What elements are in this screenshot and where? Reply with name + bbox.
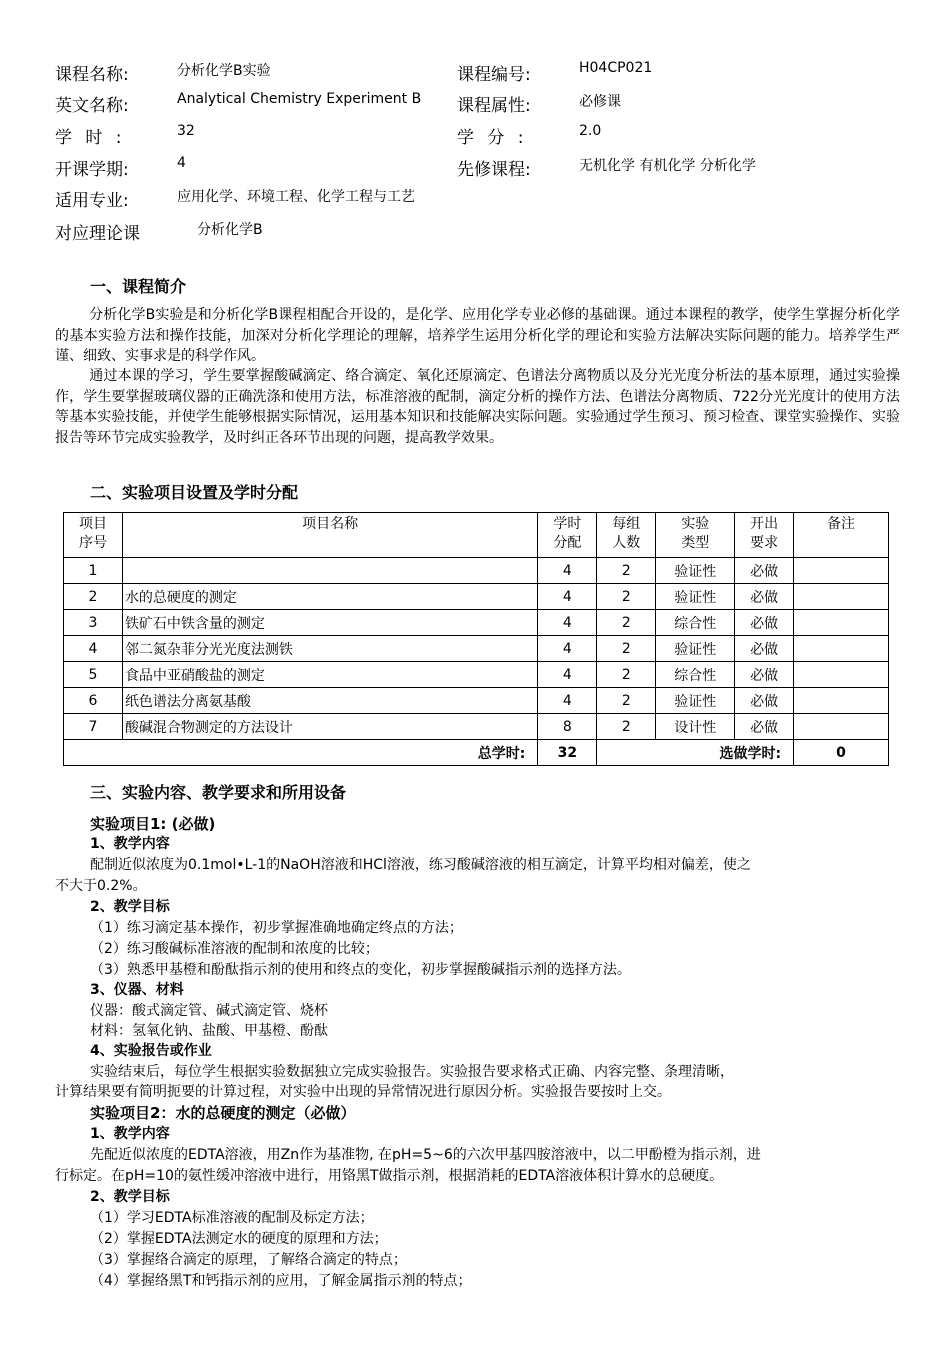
- row-remark: [794, 688, 889, 714]
- row-req: 必做: [735, 688, 794, 714]
- theory-label: 对应理论课: [55, 224, 140, 244]
- row-group: 2: [597, 688, 656, 714]
- header-type: 实验 类型: [656, 513, 735, 558]
- prereq-label: 先修课程:: [457, 160, 531, 180]
- row-hours: 4: [538, 610, 597, 636]
- table-row: [64, 662, 889, 688]
- row-name: 水的总硬度的测定: [122, 584, 537, 610]
- row-group: 2: [597, 714, 656, 740]
- table-header-row: [64, 513, 889, 558]
- row-req: 必做: [735, 584, 794, 610]
- row-no: 6: [64, 688, 123, 714]
- row-type: 设计性: [656, 714, 735, 740]
- credits-label: 学 分 :: [457, 128, 524, 148]
- exp1-report-line2: 计算结果要有简明扼要的计算过程，对实验中出现的异常情况进行原因分析。实验报告要按时上交。: [55, 1084, 671, 1100]
- row-no: 1: [64, 558, 123, 584]
- exp1-goal-1: （1）练习滴定基本操作，初步掌握准确地确定终点的方法；: [90, 920, 463, 936]
- exp1-instruments: 仪器：酸式滴定管、碱式滴定管、烧杯: [90, 1003, 328, 1019]
- row-no: 2: [64, 584, 123, 610]
- row-no: 4: [64, 636, 123, 662]
- prereq-value: 无机化学 有机化学 分析化学: [579, 158, 756, 174]
- exp1-goal-3: （3）熟悉甲基橙和酚酞指示剂的使用和终点的变化，初步掌握酸碱指示剂的选择方法。: [90, 962, 631, 978]
- row-hours: 4: [538, 558, 597, 584]
- row-req: 必做: [735, 558, 794, 584]
- row-type: 综合性: [656, 662, 735, 688]
- total-label: 总学时:: [64, 740, 538, 766]
- row-type: 综合性: [656, 610, 735, 636]
- course-name-label: 课程名称:: [55, 65, 129, 85]
- hours-label: 学 时 :: [55, 128, 122, 148]
- english-name-value: Analytical Chemistry Experiment B: [177, 91, 422, 107]
- row-group: 2: [597, 558, 656, 584]
- exp2-goal-2: （2）掌握EDTA法测定水的硬度的原理和方法；: [90, 1231, 388, 1247]
- row-name: 铁矿石中铁含量的测定: [122, 610, 537, 636]
- table-row: [64, 584, 889, 610]
- table-row: [64, 558, 889, 584]
- exp1-heading-goals: 2、教学目标: [90, 899, 170, 915]
- row-remark: [794, 558, 889, 584]
- header-group: 每组 人数: [597, 513, 656, 558]
- row-name: [122, 558, 537, 584]
- row-name: 酸碱混合物测定的方法设计: [122, 714, 537, 740]
- section1-paragraph-1: [55, 305, 900, 367]
- row-group: 2: [597, 610, 656, 636]
- row-no: 5: [64, 662, 123, 688]
- optional-value: 0: [794, 740, 889, 766]
- row-req: 必做: [735, 610, 794, 636]
- exp1-heading-instruments: 3、仪器、材料: [90, 982, 184, 998]
- row-type: 验证性: [656, 584, 735, 610]
- exp2-heading-goals: 2、教学目标: [90, 1189, 170, 1205]
- hours-value: 32: [177, 123, 195, 139]
- exp1-content-line2: 不大于0.2%。: [55, 878, 147, 894]
- section3-title: 三、实验内容、教学要求和所用设备: [90, 783, 347, 802]
- major-value: 应用化学、环境工程、化学工程与工艺: [177, 189, 415, 205]
- exp1-title: 实验项目1: (必做): [90, 815, 216, 833]
- section2-title: 二、实验项目设置及学时分配: [90, 483, 299, 502]
- row-name: 邻二氮杂菲分光光度法测铁: [122, 636, 537, 662]
- row-hours: 4: [538, 688, 597, 714]
- table-row: [64, 688, 889, 714]
- row-hours: 4: [538, 636, 597, 662]
- row-req: 必做: [735, 714, 794, 740]
- exp2-goal-3: （3）掌握络合滴定的原理，了解络合滴定的特点；: [90, 1252, 407, 1268]
- exp2-content-line1: 先配近似浓度的EDTA溶液，用Zn作为基准物, 在pH=5~6的六次甲基四胺溶液中，以二甲酚橙为指示剂，进: [90, 1147, 761, 1163]
- row-remark: [794, 610, 889, 636]
- header-req: 开出 要求: [735, 513, 794, 558]
- course-name-value: 分析化学B实验: [177, 63, 271, 79]
- exp1-content-line1: 配制近似浓度为0.1mol•L-1的NaOH溶液和HCl溶液，练习酸碱溶液的相互滴定，计算平均相对偏差，使之: [90, 857, 751, 873]
- exp2-content-line2: 行标定。在pH=10的氨性缓冲溶液中进行，用铬黑T做指示剂，根据消耗的EDTA溶液体积计算水的总硬度。: [55, 1168, 724, 1184]
- exp1-report-line1: 实验结束后，每位学生根据实验数据独立完成实验报告。实验报告要求格式正确、内容完整、条理清晰，: [90, 1064, 734, 1080]
- exp2-title: 实验项目2：水的总硬度的测定（必做）: [90, 1104, 356, 1122]
- row-type: 验证性: [656, 688, 735, 714]
- exp1-goal-2: （2）练习酸碱标准溶液的配制和浓度的比较；: [90, 941, 379, 957]
- header-name: 项目名称: [122, 513, 537, 558]
- row-req: 必做: [735, 662, 794, 688]
- course-code-label: 课程编号:: [457, 65, 531, 85]
- row-group: 2: [597, 636, 656, 662]
- section1-paragraph-2: [55, 366, 900, 448]
- exp2-goal-1: （1）学习EDTA标准溶液的配制及标定方法；: [90, 1210, 374, 1226]
- row-type: 验证性: [656, 636, 735, 662]
- row-no: 3: [64, 610, 123, 636]
- course-code-value: H04CP021: [579, 60, 653, 76]
- experiment-table: [63, 512, 889, 766]
- row-group: 2: [597, 584, 656, 610]
- row-remark: [794, 636, 889, 662]
- row-name: 纸色谱法分离氨基酸: [122, 688, 537, 714]
- row-name: 食品中亚硝酸盐的测定: [122, 662, 537, 688]
- credits-value: 2.0: [579, 123, 602, 139]
- section1-p1-text: 分析化学B实验是和分析化学B课程相配合开设的，是化学、应用化学专业必修的基础课。通过本课程的教学，使学生掌握分析化学的基本实验方法和操作技能，加深对分析化学理论的理解，培养学生运用分析化学的理论和实验方法解决实际问题的能力。培养学生严谨、细致、实事求是的科学作风。: [55, 307, 900, 364]
- section1-p2-text: 通过本课的学习，学生要掌握酸碱滴定、络合滴定、氧化还原滴定、色谱法分离物质以及分光光度分析法的基本原理，通过实验操作，学生要掌握玻璃仪器的正确洗涤和使用方法，标准溶液的配制，滴定分析的操作方法、色谱法分离物质、722分光光度计的使用方法等基本实验技能，并使学生能够根据实际情况，运用基本知识和技能解决实际问题。实验通过学生预习、预习检查、课堂实验操作、实验报告等环节完成实验教学，及时纠正各环节出现的问题，提高教学效果。: [55, 368, 900, 446]
- table-row: [64, 610, 889, 636]
- row-no: 7: [64, 714, 123, 740]
- total-value: 32: [538, 740, 597, 766]
- header-no: 项目 序号: [64, 513, 123, 558]
- header-remark: 备注: [794, 513, 889, 558]
- exp2-goal-4: （4）掌握络黑T和钙指示剂的应用，了解金属指示剂的特点；: [90, 1273, 472, 1289]
- course-attr-value: 必修课: [579, 94, 621, 110]
- row-hours: 8: [538, 714, 597, 740]
- table-row: [64, 636, 889, 662]
- semester-label: 开课学期:: [55, 160, 129, 180]
- major-label: 适用专业:: [55, 191, 129, 211]
- exp1-heading-report: 4、实验报告或作业: [90, 1043, 212, 1059]
- row-type: 验证性: [656, 558, 735, 584]
- theory-value: 分析化学B: [197, 222, 263, 238]
- header-hours: 学时 分配: [538, 513, 597, 558]
- table-row: [64, 714, 889, 740]
- exp1-materials: 材料：氢氧化钠、盐酸、甲基橙、酚酞: [90, 1023, 328, 1039]
- row-group: 2: [597, 662, 656, 688]
- course-attr-label: 课程属性:: [457, 96, 531, 116]
- row-hours: 4: [538, 662, 597, 688]
- row-remark: [794, 584, 889, 610]
- section1-title: 一、课程简介: [90, 277, 187, 296]
- english-name-label: 英文名称:: [55, 96, 129, 116]
- exp2-heading-content: 1、教学内容: [90, 1126, 170, 1142]
- exp1-heading-content: 1、教学内容: [90, 836, 170, 852]
- optional-label: 选做学时:: [597, 740, 794, 766]
- row-hours: 4: [538, 584, 597, 610]
- row-req: 必做: [735, 636, 794, 662]
- semester-value: 4: [177, 155, 186, 171]
- table-total-row: [64, 740, 889, 766]
- row-remark: [794, 662, 889, 688]
- row-remark: [794, 714, 889, 740]
